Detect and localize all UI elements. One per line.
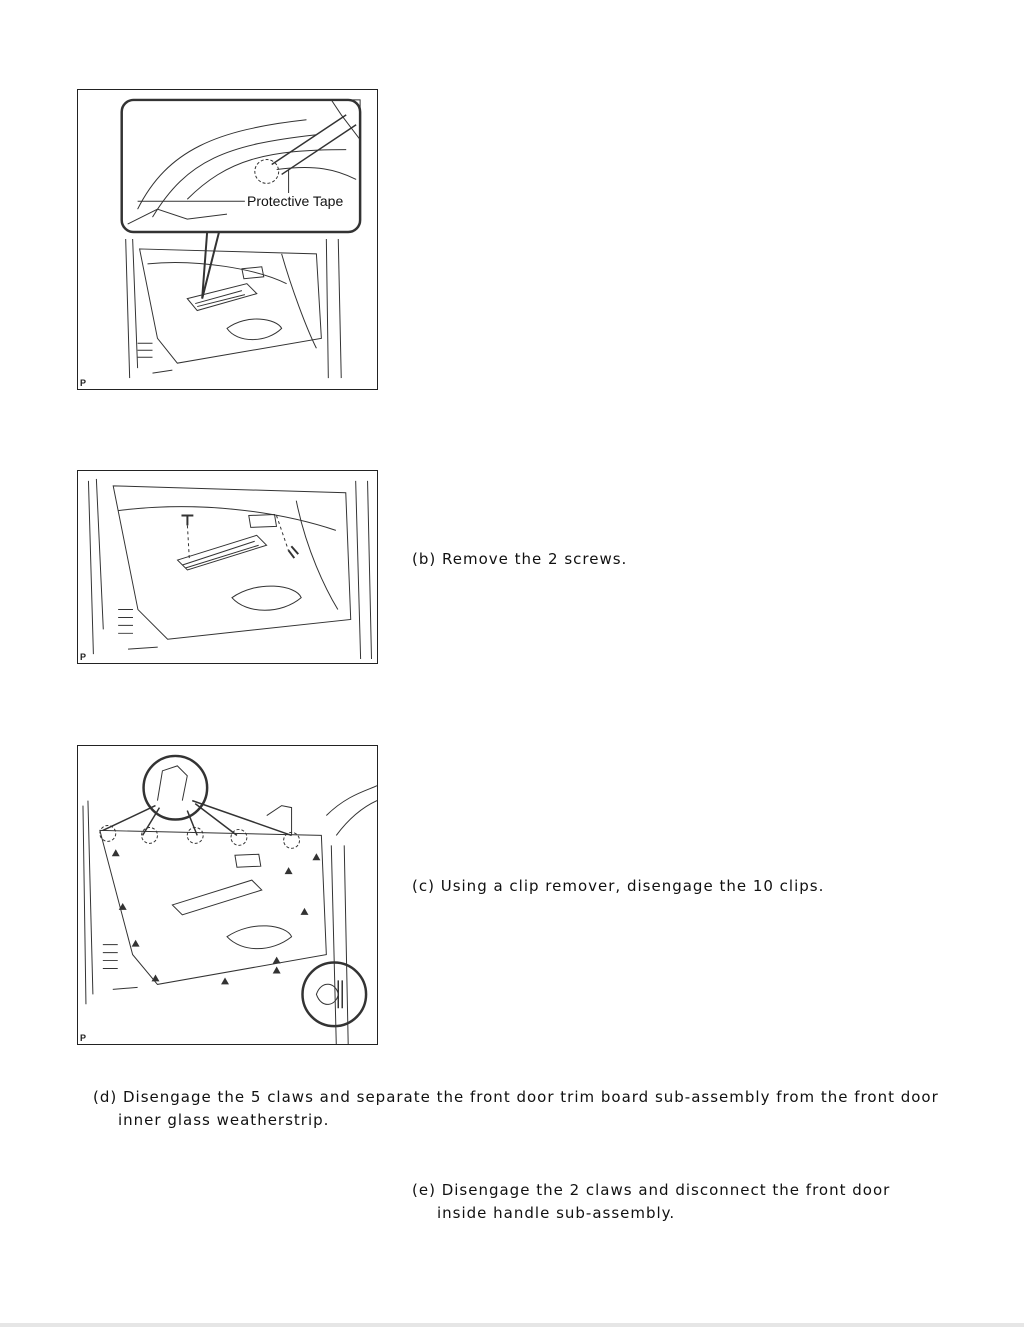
step-e-text xyxy=(412,1179,890,1225)
door-trim-illustration-1 xyxy=(78,90,377,389)
page-bottom-rule xyxy=(0,1323,1024,1327)
step-d-text xyxy=(93,1086,939,1132)
figure-corner-label: P xyxy=(80,652,87,662)
protective-tape-label: Protective Tape xyxy=(247,193,344,209)
door-trim-illustration-3 xyxy=(78,746,377,1044)
step-c-text: (c) Using a clip remover, disengage the 10 clips. xyxy=(412,877,825,895)
step-e-line1: (e) Disengage the 2 claws and disconnect the front door xyxy=(412,1181,891,1199)
step-d-line1: (d) Disengage the 5 claws and separate the front door trim board sub-assembly from the front door xyxy=(93,1088,939,1106)
figure-screws xyxy=(77,470,378,664)
door-trim-illustration-2 xyxy=(78,471,377,663)
figure-protective-tape xyxy=(77,89,378,390)
step-d-line2: inner glass weatherstrip. xyxy=(118,1111,330,1129)
figure-clips xyxy=(77,745,378,1045)
figure-corner-label: P xyxy=(80,1033,87,1043)
step-e-line2: inside handle sub-assembly. xyxy=(437,1204,676,1222)
figure-corner-label: P xyxy=(80,378,87,388)
step-b-text: (b) Remove the 2 screws. xyxy=(412,550,628,568)
